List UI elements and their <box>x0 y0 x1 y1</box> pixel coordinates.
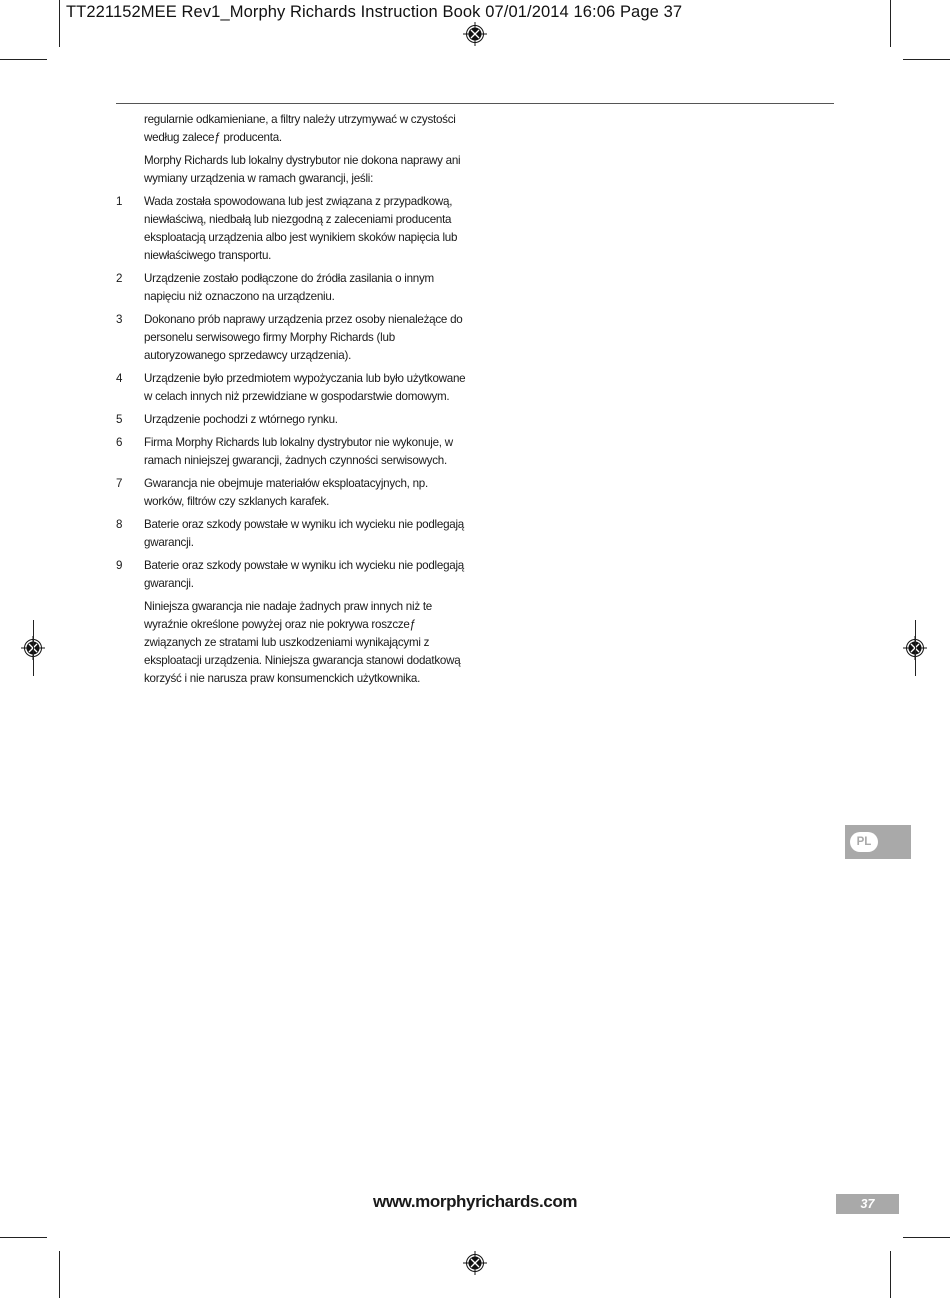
crop-mark <box>903 1237 950 1238</box>
list-item <box>116 434 468 470</box>
list-number: 2 <box>116 272 123 285</box>
list-item <box>116 557 468 593</box>
list-number: 7 <box>116 477 123 490</box>
list-number: 6 <box>116 436 123 449</box>
list-text: Baterie oraz szkody powstałe w wyniku ich wycieku nie podlegają gwarancji. <box>144 559 464 590</box>
language-tab <box>845 825 911 859</box>
list-item <box>116 311 468 365</box>
list-text: Gwarancja nie obejmuje materiałów eksploatacyjnych, np. worków, filtrów czy szklanych karafek. <box>144 477 428 508</box>
crop-mark <box>0 1237 47 1238</box>
list-number: 3 <box>116 313 123 326</box>
list-text: Dokonano prób naprawy urządzenia przez osoby nienależące do personelu serwisowego firmy Morphy Richards (lub autoryzowanego sprzedawcy urządzenia). <box>144 313 463 362</box>
list-item <box>116 411 468 429</box>
list-text: Wada została spowodowana lub jest związana z przypadkową, niewłaściwą, niedbałą lub niezgodną z zaleceniami producenta eksploatacją urządzenia albo jest wynikiem skoków napięcia lub niewłaściwego transportu. <box>144 195 458 262</box>
list-item <box>116 193 468 265</box>
list-text: Firma Morphy Richards lub lokalny dystrybutor nie wykonuje, w ramach niniejszej gwarancji, żadnych czynności serwisowych. <box>144 436 453 467</box>
language-label: PL <box>850 832 878 852</box>
intro-paragraph: Morphy Richards lub lokalny dystrybutor nie dokona naprawy ani wymiany urządzenia w ramach gwarancji, jeśli: <box>144 154 461 185</box>
crop-mark <box>903 59 950 60</box>
warranty-text-column <box>116 111 468 693</box>
list-number: 9 <box>116 559 123 572</box>
crop-mark <box>59 0 60 47</box>
header-rule <box>116 103 834 104</box>
crop-mark <box>0 59 47 60</box>
list-item <box>116 270 468 306</box>
crop-mark <box>59 1251 60 1298</box>
page-number: 37 <box>836 1194 899 1214</box>
crop-mark <box>890 1251 891 1298</box>
registration-mark-icon <box>463 1251 487 1275</box>
list-item <box>116 475 468 511</box>
list-item <box>116 370 468 406</box>
registration-mark-icon <box>463 22 487 46</box>
list-number: 4 <box>116 372 123 385</box>
list-text: Urządzenie było przedmiotem wypożyczania lub było użytkowane w celach innych niż przewidziane w gospodarstwie domowym. <box>144 372 466 403</box>
list-number: 8 <box>116 518 123 531</box>
crop-mark <box>915 620 916 676</box>
crop-mark <box>890 0 891 47</box>
list-item <box>116 516 468 552</box>
list-number: 5 <box>116 413 123 426</box>
list-number: 1 <box>116 195 123 208</box>
intro-paragraph: regularnie odkamieniane, a filtry należy utrzymywać w czystości według zaleceƒ producenta. <box>144 113 456 144</box>
list-text: Urządzenie zostało podłączone do źródła zasilania o innym napięciu niż oznaczono na urządzeniu. <box>144 272 434 303</box>
website-url: www.morphyrichards.com <box>373 1192 578 1211</box>
crop-mark <box>33 620 34 676</box>
list-text: Baterie oraz szkody powstałe w wyniku ich wycieku nie podlegają gwarancji. <box>144 518 464 549</box>
print-slug-line: TT221152MEE Rev1_Morphy Richards Instruction Book 07/01/2014 16:06 Page 37 <box>66 3 683 21</box>
closing-paragraph: Niniejsza gwarancja nie nadaje żadnych praw innych niż te wyraźnie określone powyżej oraz nie pokrywa roszczeƒ związanych ze stratami lub uszkodzeniami wynikającymi z eksploatacji urządzenia. Niniejsza gwarancja stanowi dodatkową korzyść i nie narusza praw konsumenckich użytkownika. <box>144 600 461 685</box>
list-text: Urządzenie pochodzi z wtórnego rynku. <box>144 413 338 426</box>
